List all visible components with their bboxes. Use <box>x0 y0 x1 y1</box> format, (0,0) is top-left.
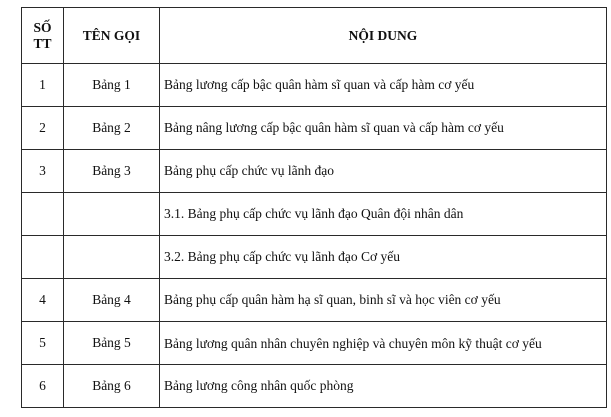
row-ten-goi: Bảng 2 <box>64 107 160 150</box>
row-stt: 3 <box>22 150 64 193</box>
row-noi-dung: Bảng nâng lương cấp bậc quân hàm sĩ quan và cấp hàm cơ yếu <box>160 107 607 150</box>
row-stt <box>22 236 64 279</box>
row-noi-dung: Bảng lương công nhân quốc phòng <box>160 365 607 408</box>
row-noi-dung: Bảng phụ cấp quân hàm hạ sĩ quan, binh sĩ và học viên cơ yếu <box>160 279 607 322</box>
table-row <box>22 365 607 408</box>
row-stt <box>22 193 64 236</box>
document-table <box>21 7 607 408</box>
header-ten-goi: TÊN GỌI <box>64 8 160 64</box>
header-noi-dung: NỘI DUNG <box>160 8 607 64</box>
row-stt: 5 <box>22 322 64 365</box>
table-row <box>22 322 607 365</box>
table-row <box>22 107 607 150</box>
row-noi-dung: 3.2. Bảng phụ cấp chức vụ lãnh đạo Cơ yếu <box>160 236 607 279</box>
row-ten-goi: Bảng 1 <box>64 64 160 107</box>
row-stt: 6 <box>22 365 64 408</box>
header-row <box>22 8 607 64</box>
header-stt-line1: SỐ <box>33 19 52 35</box>
row-ten-goi <box>64 193 160 236</box>
row-stt: 2 <box>22 107 64 150</box>
row-ten-goi: Bảng 4 <box>64 279 160 322</box>
row-noi-dung: 3.1. Bảng phụ cấp chức vụ lãnh đạo Quân đội nhân dân <box>160 193 607 236</box>
row-stt: 4 <box>22 279 64 322</box>
table-row <box>22 279 607 322</box>
row-noi-dung: Bảng lương quân nhân chuyên nghiệp và chuyên môn kỹ thuật cơ yếu <box>160 322 607 365</box>
table-row <box>22 193 607 236</box>
header-stt <box>22 8 64 64</box>
table-row <box>22 150 607 193</box>
row-stt: 1 <box>22 64 64 107</box>
row-ten-goi: Bảng 5 <box>64 322 160 365</box>
row-noi-dung: Bảng lương cấp bậc quân hàm sĩ quan và cấp hàm cơ yếu <box>160 64 607 107</box>
row-ten-goi: Bảng 3 <box>64 150 160 193</box>
header-stt-line2: TT <box>33 35 52 51</box>
table-row <box>22 236 607 279</box>
row-ten-goi <box>64 236 160 279</box>
row-noi-dung: Bảng phụ cấp chức vụ lãnh đạo <box>160 150 607 193</box>
row-ten-goi: Bảng 6 <box>64 365 160 408</box>
table-row <box>22 64 607 107</box>
